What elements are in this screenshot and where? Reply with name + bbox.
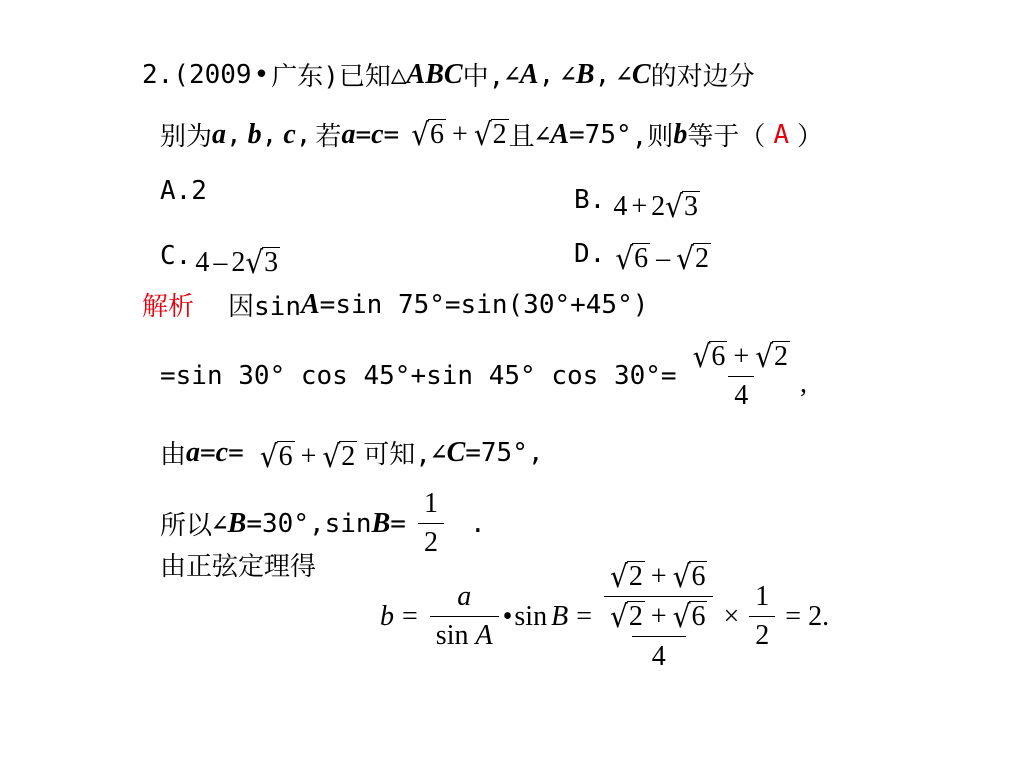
solution-text: 由 (160, 440, 187, 470)
equals-sign: = (355, 119, 372, 150)
fraction-numerator (604, 560, 713, 596)
solution-line-5 (160, 552, 317, 583)
radicand: 6 (430, 119, 445, 151)
option-d (574, 232, 711, 275)
sqrt6-plus-sqrt2 (411, 118, 508, 151)
minus-sign: – (213, 246, 228, 278)
side-b: b (673, 118, 688, 150)
radicand: 3 (264, 247, 279, 279)
angle-symbol: ∠ (616, 59, 632, 90)
fraction-numerator: 1 (755, 581, 770, 612)
problem-source: 广东)已知 (271, 62, 391, 92)
radical-icon: √ (672, 558, 691, 595)
radical-icon: √ (473, 116, 492, 153)
problem-text: ,则 (631, 122, 674, 152)
comma: , (800, 368, 808, 399)
solution-text: 因sin (228, 292, 301, 322)
fraction-a-over-sinA (430, 581, 499, 652)
problem-text: 等于（ (687, 122, 766, 152)
digit: 2 (651, 190, 666, 222)
radicand: 2 (695, 243, 709, 275)
fraction-one-half (418, 488, 444, 559)
option-c-label: C. (160, 240, 192, 271)
comma: , (261, 119, 278, 150)
option-c-value (195, 246, 280, 279)
fraction-denominator: 2 (749, 616, 775, 652)
fraction-denominator (604, 596, 713, 673)
angle-a: A (550, 118, 570, 150)
option-a-label: A.2 (160, 176, 207, 206)
option-d-value (615, 242, 711, 275)
fraction-numerator: a (457, 581, 472, 612)
radical-icon: √ (259, 438, 278, 475)
period: . (469, 508, 486, 539)
plus-sign: + (300, 440, 317, 472)
radical-icon: √ (676, 240, 694, 277)
angle-symbol: ∠ (560, 59, 576, 90)
radicand: 6 (711, 341, 726, 373)
problem-text: 的对边分 (650, 62, 755, 92)
radicand: 6 (634, 243, 649, 275)
fraction-sqrt6-plus-sqrt2-over-4 (687, 340, 796, 412)
fraction-denominator: 4 (728, 376, 754, 412)
angle-b: B (575, 58, 595, 90)
var-b: b (380, 600, 394, 632)
sqrt6-plus-sqrt2 (260, 440, 357, 473)
fraction-denominator: 2 (418, 523, 444, 559)
equals-sign: = (228, 437, 244, 468)
solution-text: 由正弦定理得 (160, 552, 317, 582)
sin-fn: sin (435, 620, 469, 651)
comma: , (295, 119, 312, 150)
radicand: 2 (774, 341, 789, 373)
solution-line-1 (142, 286, 648, 323)
fraction-one-half (749, 581, 775, 652)
side-c: c (371, 118, 384, 150)
middle-dot: • (253, 59, 270, 90)
radical-icon: √ (411, 116, 430, 153)
radical-icon: √ (245, 244, 264, 281)
option-b-value (613, 190, 700, 223)
angle-a: A (519, 58, 539, 90)
solution-text: =sin 30° cos 45°+sin 45° cos 30°= (160, 361, 677, 391)
plus-sign: + (650, 600, 667, 632)
plus-sign: + (452, 118, 468, 150)
problem-text: 中, (462, 62, 505, 92)
sin-fn: sin (514, 600, 548, 632)
solution-text: =30°,sin (246, 508, 372, 539)
answer-letter: A (773, 119, 789, 150)
law-of-sines-formula (380, 560, 829, 673)
radical-icon: √ (672, 598, 691, 635)
fraction-denominator (430, 616, 499, 652)
option-a (160, 176, 207, 206)
result-equals-2: = 2 (785, 600, 823, 632)
side-c: c (215, 436, 229, 468)
fraction-numerator: 1 (423, 488, 438, 519)
problem-text: 若 (315, 122, 342, 152)
triangle-symbol: △ (390, 59, 407, 90)
inner-fraction-denominator: 4 (632, 636, 686, 673)
solution-text: =75°, (465, 437, 544, 468)
comma: , (226, 119, 242, 150)
var-B: B (551, 600, 569, 632)
side-c: c (283, 118, 296, 150)
equals-sign: = (576, 600, 592, 632)
radicand: 6 (278, 441, 293, 473)
solution-line-3 (160, 432, 544, 473)
plus-sign: + (650, 560, 667, 592)
side-b: b (247, 118, 262, 150)
radical-icon: √ (615, 240, 634, 277)
inner-fraction-numerator (610, 600, 707, 636)
solution-text: 可知, (363, 440, 431, 470)
equals-sign: = (200, 437, 216, 468)
angle-value: =75° (569, 119, 632, 150)
problem-text: 且 (508, 122, 535, 152)
angle-symbol: ∠ (534, 119, 551, 150)
digit: 2 (231, 246, 246, 278)
solution-text: =sin 75°=sin(30°+45°) (319, 289, 649, 320)
equals-sign: = (390, 508, 406, 539)
fraction-numerator (687, 340, 796, 376)
radicand: 6 (691, 561, 706, 593)
angle-b: B (227, 507, 247, 539)
solution-label: 解析 (142, 292, 195, 322)
multiply-dot: • (502, 600, 513, 632)
radicand: 6 (691, 601, 706, 633)
period: . (822, 600, 830, 632)
comma: , (594, 59, 611, 90)
angle-symbol: ∠ (504, 59, 520, 90)
triangle-abc: ABC (406, 58, 463, 90)
digit: 4 (195, 246, 210, 278)
problem-text: ） (796, 122, 823, 152)
radical-icon: √ (610, 558, 628, 595)
equals-sign: = (383, 119, 400, 150)
radicand: 2 (628, 561, 643, 593)
radical-icon: √ (755, 338, 774, 375)
problem-line-1 (142, 56, 755, 93)
radicand: 2 (492, 119, 507, 151)
solution-line-2 (160, 340, 807, 412)
side-a: a (212, 118, 227, 150)
option-b-label: B. (574, 184, 606, 215)
radicand: 2 (341, 441, 356, 473)
radical-icon: √ (692, 338, 711, 375)
plus-sign: + (733, 340, 750, 372)
var-A: A (475, 620, 493, 651)
option-c (160, 232, 280, 279)
side-a: a (186, 436, 201, 468)
fraction-compound (604, 560, 713, 673)
problem-text: 别为 (160, 122, 213, 152)
angle-c: C (446, 436, 466, 468)
angle-symbol: ∠ (212, 508, 228, 539)
solution-text: 所以 (160, 511, 213, 541)
radicand: 2 (628, 601, 643, 633)
option-b (574, 176, 700, 223)
equals-sign: = (402, 600, 418, 632)
problem-number: 2.(2009 (142, 59, 252, 90)
radical-icon: √ (610, 598, 628, 635)
angle-a: A (300, 288, 320, 320)
radical-icon: √ (322, 438, 341, 475)
option-d-label: D. (574, 238, 606, 269)
digit: 4 (613, 190, 628, 222)
minus-sign: – (656, 242, 671, 274)
comma: , (538, 59, 555, 90)
angle-symbol: ∠ (430, 437, 447, 468)
plus-sign: + (631, 190, 648, 222)
radical-icon: √ (665, 188, 683, 225)
times-sign: × (723, 600, 740, 632)
problem-line-2 (160, 116, 823, 153)
side-a: a (341, 118, 356, 150)
angle-c: C (631, 58, 651, 90)
radicand: 3 (683, 191, 698, 223)
angle-b: B (371, 507, 391, 539)
